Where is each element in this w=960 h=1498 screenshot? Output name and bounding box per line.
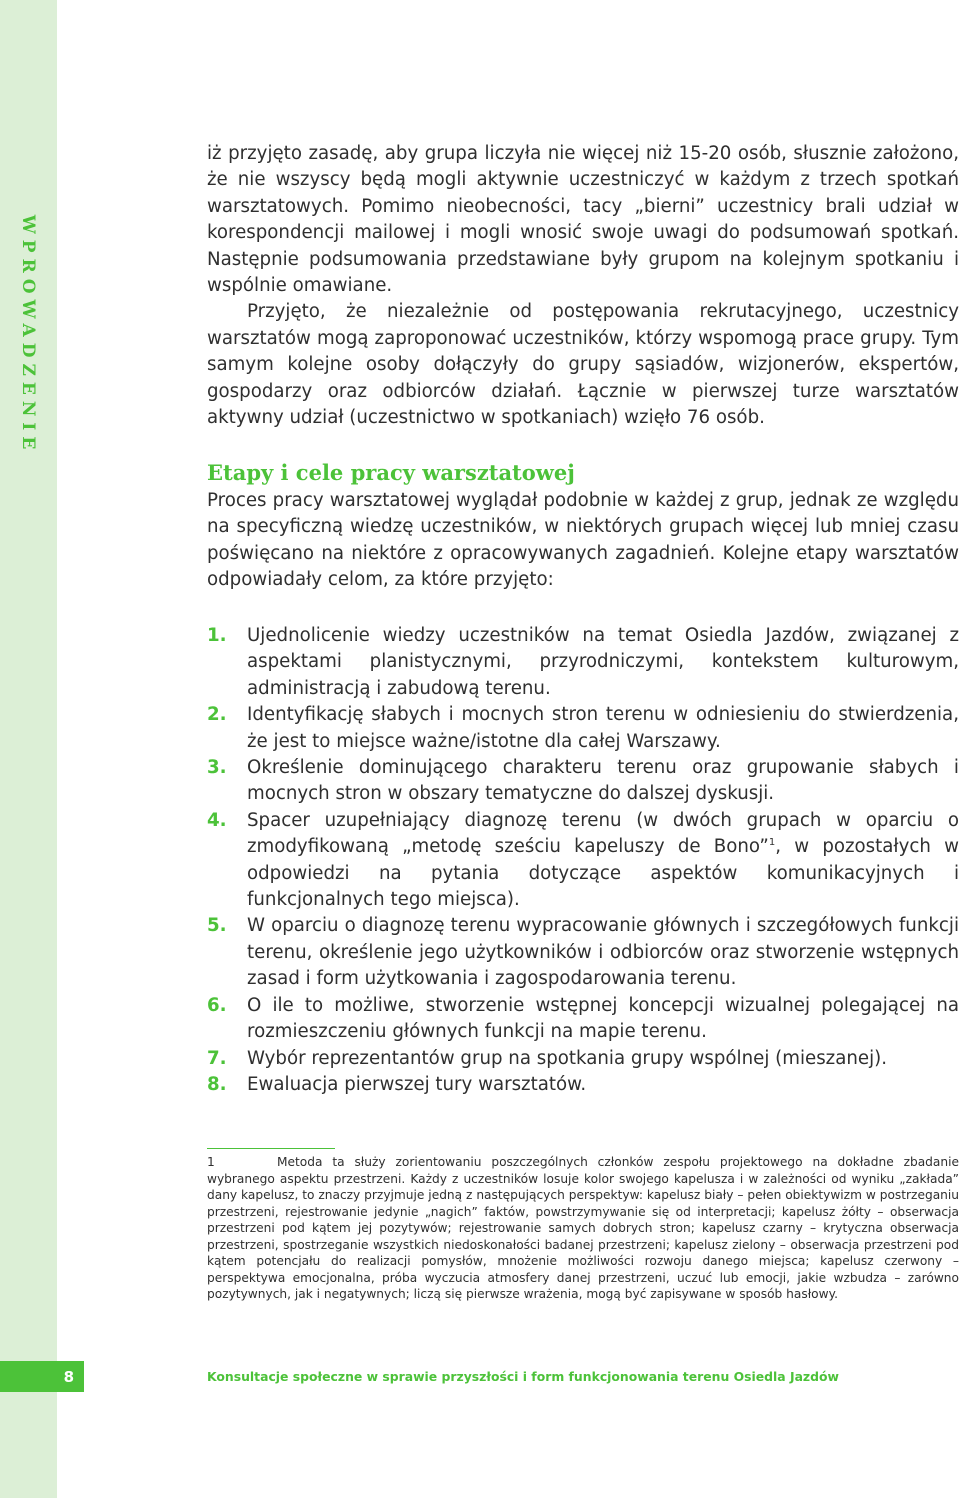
list-item: 6. O ile to możliwe, stworzenie wstępnej koncepcji wizualnej polegającej na rozmieszczeniu głównych funkcji na mapie terenu.: [207, 994, 959, 1043]
steps-list: [207, 623, 959, 1098]
item-number: 5.: [207, 915, 227, 937]
list-item: 5. W oparciu o diagnozę terenu wypracowanie głównych i szczegółowych funkcji terenu, określenie jego użytkowników i odbiorców oraz stworzenie wstępnych zasad i form użytkowania i zagospodarowania terenu.: [207, 915, 959, 990]
list-item: 2. Identyfikację słabych i mocnych stron terenu w odniesieniu do stwierdzenia, że jest to miejsce ważne/istotne dla całej Warszawy.: [207, 704, 959, 752]
intro-text: [207, 141, 959, 431]
item-number: 8.: [207, 1073, 227, 1095]
item-number: 3.: [207, 757, 227, 779]
list-item: 1. Ujednolicenie wiedzy uczestników na temat Osiedla Jazdów, związanej z aspektami planistycznymi, przyrodniczymi, kontekstem kulturowym, administracją i zabudową terenu.: [207, 625, 959, 699]
footnote-number: 1: [207, 1155, 215, 1169]
section-label: WPROWADZENIE: [18, 214, 38, 456]
sidebar: [0, 0, 57, 1498]
section-paragraph: Proces pracy warsztatowej wyglądał podobnie w każdej z grup, jednak ze względu na specyficzną wiedzę uczestników, w niektórych grupach więcej lub mniej czasu poświęcano na niektóre z opracowywanych zagadnień. Kolejne etapy warsztatów odpowiadały celom, za które przyjęto:: [207, 490, 959, 591]
item-number: 7.: [207, 1047, 227, 1069]
footnote-divider: [207, 1148, 335, 1149]
intro-paragraph-1: iż przyjęto zasadę, aby grupa liczyła nie więcej niż 15-20 osób, słusznie założono, że nie wszyscy będą mogli aktywnie uczestniczyć w każdym z trzech spotkań warsztatowych. Pomimo nieobecności, tacy „bierni” uczestnicy brali udział w korespondencji mailowej i mogli wnosić swoje uwagi do podsumowań spotkań. Następnie podsumowania przedstawiane były grupom na kolejnym spotkaniu i wspólnie omawiane.: [207, 143, 959, 297]
intro-paragraph-2: Przyjęto, że niezależnie od postępowania rekrutacyjnego, uczestnicy warsztatów mogą zaproponować uczestników, którzy wspomogą prace grupy. Tym samym kolejne osoby dołączyły do grupy sąsiadów, wizjonerów, ekspertów, gospodarzy oraz odbiorców działań. Łącznie w pierwszej turze warsztatów aktywny udział (uczestnictwo w spotkaniach) wzięło 76 osób.: [207, 301, 959, 429]
list-item: 8. Ewaluacja pierwszej tury warsztatów.: [207, 1072, 959, 1098]
page-number: 8: [0, 1361, 84, 1392]
footnote: [207, 1154, 959, 1303]
item-number: 6.: [207, 994, 227, 1016]
footnote-reference[interactable]: 1: [768, 837, 776, 849]
item-number: 4.: [207, 809, 227, 831]
section-heading: Etapy i cele pracy warsztatowej: [207, 460, 575, 485]
list-item: 3. Określenie dominującego charakteru terenu oraz grupowanie słabych i mocnych stron w obszary tematyczne do dalszej dyskusji.: [207, 757, 959, 805]
list-item: 4. Spacer uzupełniający diagnozę terenu (w dwóch grupach w oparciu o zmodyfikowaną „metodę sześciu kapeluszy de Bono”$^1$, w pozostałych w odpowiedzi na pytania dotyczące aspektów komunikacyjnych i funkcjonalnych tego miejsca).: [207, 809, 959, 911]
item-number: 1.: [207, 625, 227, 646]
item-number: 2.: [207, 704, 227, 726]
footer-title: Konsultacje społeczne w sprawie przyszłości i form funkcjonowania terenu Osiedla Jazdów: [207, 1369, 839, 1384]
footnote-text: Metoda ta służy zorientowaniu poszczególnych członków zespołu projektowego na dokładne zbadanie wybranego aspektu przestrzeni. Każdy z uczestników losuje kolor swojego kapelusza i w zależności od wyniku „zakłada” dany kapelusz, to znaczy przyjmuje jedną z następujących perspektyw: kapelusz biały – pełen obiektywizm w postrzeganiu przestrzeni, rejestrowanie jedynie „nagich” faktów, powstrzymywanie się od interpretacji; kapelusz żółty – obserwacja przestrzeni pod kątem jej pozytywów; rejestrowanie samych dobrych stron; kapelusz czarny – krytyczna obserwacja przestrzeni, spostrzeganie wszystkich niedoskonałości badanej przestrzeni; kapelusz zielony – obserwacja przestrzeni pod kątem potencjału do realizacji pomysłów, mnożenie możliwości rozwoju danego miejsca; kapelusz czerwony – perspektywa emocjonalna, próba wyczucia atmosfery danej przestrzeni, uczuć lub emocji, jakie wzbudza – zarówno pozytywnych, jak i negatywnych; liczą się pierwsze wrażenia, mogą być zapisywane w sposób hasłowy.: [207, 1155, 959, 1301]
list-item: 7. Wybór reprezentantów grup na spotkania grupy wspólnej (mieszanej).: [207, 1046, 959, 1072]
